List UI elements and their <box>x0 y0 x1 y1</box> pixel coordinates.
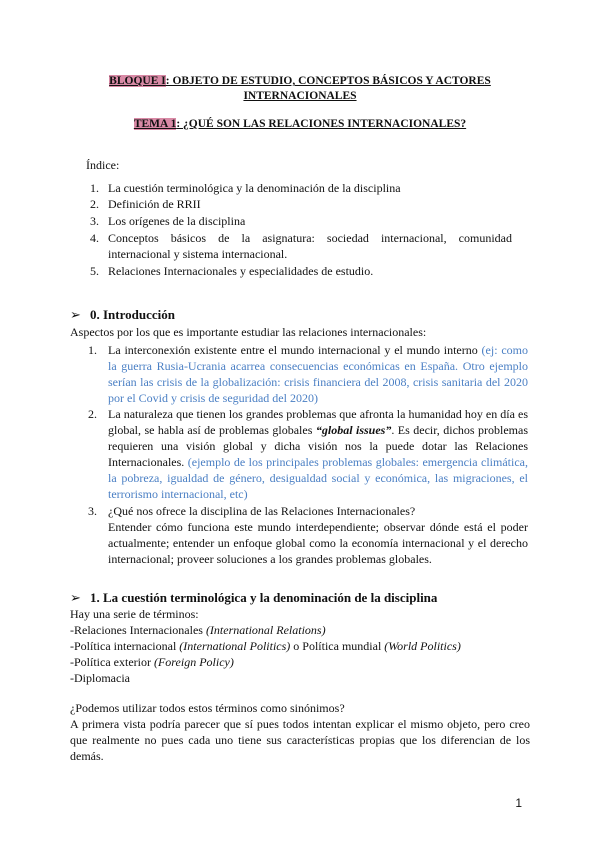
page-number: 1 <box>515 796 522 810</box>
list-item: 4. Conceptos básicos de la asignatura: sociedad internacional, comunidad internacional y sistema internacional. <box>90 231 512 261</box>
list-item: 1. La cuestión terminológica y la denominación de la disciplina <box>90 181 401 195</box>
section1-heading: ➢ 1. La cuestión terminológica y la denominación de la disciplina <box>70 590 438 605</box>
quote-text: “global issues” <box>315 423 392 437</box>
intro-heading: ➢ 0. Introducción <box>70 307 175 322</box>
term-item: -Relaciones Internacionales (International Relations) <box>70 623 326 637</box>
list-item: 3. Los orígenes de la disciplina <box>90 214 246 228</box>
block-title: BLOQUE I: OBJETO DE ESTUDIO, CONCEPTOS BÁSICOS Y ACTORES INTERNACIONALES <box>109 75 491 102</box>
example-note: (ej: como la guerra Rusia-Ucrania acarrea consecuencias económicas en España. Otro ejemplo serían las crisis de la globalización: crisis financiera del 2008, crisis sanitaria del 2020 por el Covid y crisis de seguridad del 2020) <box>108 343 528 405</box>
intro-lead: Aspectos por los que es importante estudiar las relaciones internacionales: <box>70 325 427 339</box>
answer-text: Entender cómo funciona este mundo interdependiente; observar dónde está el poder actualmente; entender un enfoque global como la economía internacional y el derecho internacional; proveer soluciones a los grandes problemas globales. <box>108 520 528 566</box>
list-item: 2. Definición de RRII <box>90 197 201 211</box>
arrow-icon: ➢ <box>70 307 81 322</box>
term-item: -Política exterior (Foreign Policy) <box>70 655 234 669</box>
list-item: 1. La interconexión existente entre el mundo internacional y el mundo interno (ej: como la guerra Rusia-Ucrania acarrea consecuencias económicas en España. Otro ejemplo serían las crisis de la globalización: crisis financiera del 2008, crisis sanitaria del 2020 por el Covid y crisis de seguridad del 2020) <box>88 343 528 405</box>
index-list <box>90 180 512 279</box>
topic-label-highlight: TEMA 1 <box>133 118 177 130</box>
term-item: -Política internacional (International Politics) o Política mundial (World Politics) <box>70 639 461 653</box>
question-text: ¿Podemos utilizar todos estos términos como sinónimos? <box>70 701 345 715</box>
list-item: 5. Relaciones Internacionales y especialidades de estudio. <box>90 264 374 278</box>
section1-body: Hay una serie de términos: -Relaciones Internacionales (International Relations) -Política internacional (International Politics) o Política mundial (World Politics) -Política exterior (Foreign Policy) -Diplomacia ¿Podemos utilizar todos estos términos como sinónimos? A primera vista podría parecer que sí pues todos intentan explicar el mismo objeto, pero creo que realmente no pues cada uno tiene sus características propias que los diferencian de los demás. <box>70 607 530 763</box>
intro-list <box>88 342 528 567</box>
answer-text: A primera vista podría parecer que sí pues todos intentan explicar el mismo objeto, pero creo que realmente no pues cada uno tiene sus características propias que los diferencian de los demás. <box>70 717 530 763</box>
term-item: -Diplomacia <box>70 671 130 685</box>
list-item: 3. ¿Qué nos ofrece la disciplina de las Relaciones Internacionales? Entender cómo funciona este mundo interdependiente; observar dónde está el poder actualmente; entender un enfoque global como la economía internacional y el derecho internacional; proveer soluciones a los grandes problemas globales. <box>88 504 528 566</box>
list-item: 2. La naturaleza que tienen los grandes problemas que afronta la humanidad hoy en día es global, se habla así de problemas globales “global issues”. Es decir, dichos problemas requieren una visión global y dicha visión nos la puede dotar las Relaciones Internacionales. (ejemplo de los principales problemas globales: emergencia climática, la pobreza, igualdad de género, desigualdad social y económica, las migraciones, el terrorismo internacional, etc) <box>88 407 529 501</box>
index-title: Índice: <box>86 158 120 172</box>
example-note: (ejemplo de los principales problemas globales: emergencia climática, la pobreza, igualdad de género, desigualdad social y económica, las migraciones, el terrorismo internacional, etc) <box>108 455 528 501</box>
arrow-icon: ➢ <box>70 590 81 605</box>
topic-title: TEMA 1: ¿QUÉ SON LAS RELACIONES INTERNACIONALES? <box>133 118 467 130</box>
block-label-highlight: BLOQUE I <box>109 75 166 87</box>
